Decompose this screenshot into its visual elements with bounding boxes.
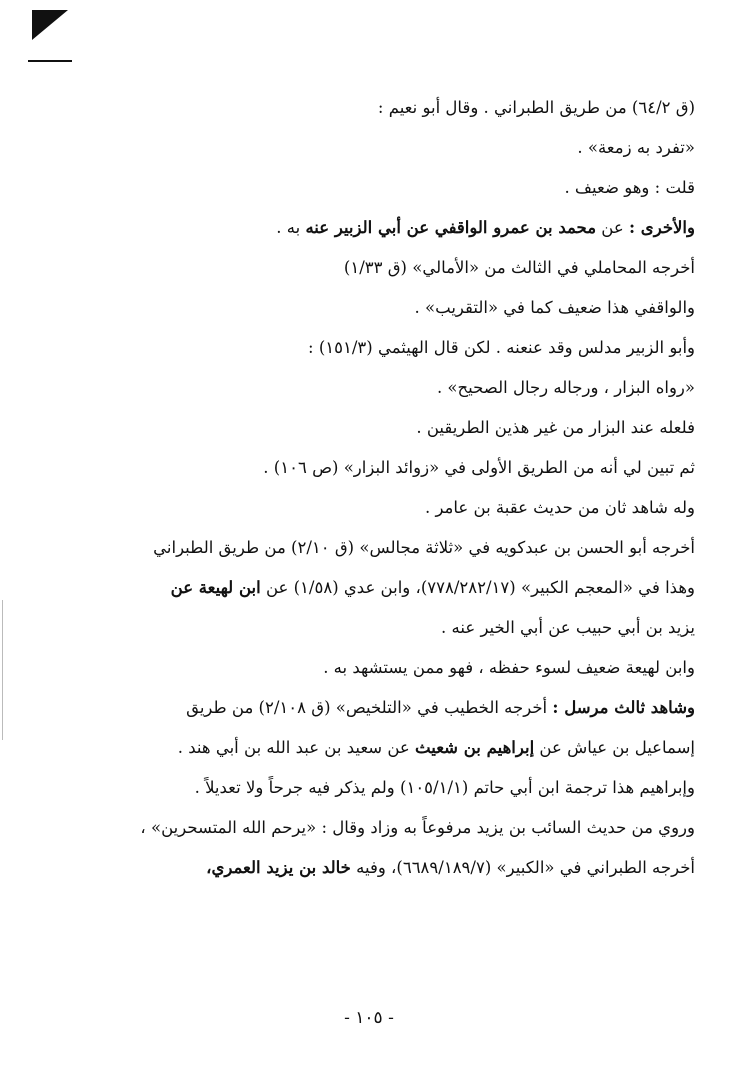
- text-line: قلت : وهو ضعيف .: [564, 178, 695, 197]
- margin-line: [2, 600, 3, 740]
- page-body: [95, 88, 695, 888]
- text-line: [95, 728, 695, 768]
- bold-text: والأخرى :: [628, 218, 695, 237]
- bold-text: وشاهد ثالث مرسل :: [552, 698, 695, 717]
- text-span: عن سعيد بن عبد الله بن أبي هند .: [177, 738, 416, 757]
- bold-text: محمد بن عمرو الواقفي عن أبي الزبير عنه: [305, 218, 597, 237]
- bold-text: ابن لهيعة عن: [170, 578, 261, 597]
- text-span: أخرجه الطبراني في «الكبير» (٦٦٨٩/١٨٩/٧)، وفيه: [350, 858, 695, 877]
- text-span: به .: [276, 218, 306, 237]
- text-line: [95, 848, 695, 888]
- text-line: [95, 208, 695, 248]
- text-span: أخرجه الخطيب في «التلخيص» (ق ٢/١٠٨) من طريق: [186, 698, 553, 717]
- text-line: «تفرد به زمعة» .: [577, 138, 695, 157]
- text-line: وله شاهد ثان من حديث عقبة بن عامر .: [424, 498, 695, 517]
- text-line: وأبو الزبير مدلس وقد عنعنه . لكن قال الهيثمي (١٥١/٣) :: [308, 338, 695, 357]
- top-rule: [28, 60, 72, 62]
- text-line: يزيد بن أبي حبيب عن أبي الخير عنه .: [441, 618, 695, 637]
- text-line: [95, 688, 695, 728]
- text-line: والواقفي هذا ضعيف كما في «التقريب» .: [414, 298, 695, 317]
- text-line: أخرجه أبو الحسن بن عبدكويه في «ثلاثة مجالس» (ق ٢/١٠) من طريق الطبراني: [153, 538, 695, 557]
- text-line: وابن لهيعة ضعيف لسوء حفظه ، فهو ممن يستشهد به .: [323, 658, 695, 677]
- bold-text: خالد بن يزيد العمري،: [206, 858, 351, 877]
- text-line: ثم تبين لي أنه من الطريق الأولى في «زوائد البزار» (ص ١٠٦) .: [263, 458, 695, 477]
- text-line: [95, 568, 695, 608]
- text-line: فلعله عند البزار من غير هذين الطريقين .: [416, 418, 695, 437]
- corner-triangle-icon: [30, 8, 70, 42]
- bold-text: إبراهيم بن شعيث: [415, 738, 535, 757]
- text-line: (ق ٦٤/٢) من طريق الطبراني . وقال أبو نعيم :: [377, 98, 695, 117]
- text-line: وروي من حديث السائب بن يزيد مرفوعاً به وزاد وقال : «يرحم الله المتسحرين» ،: [140, 818, 695, 837]
- text-span: وهذا في «المعجم الكبير» (٧٧٨/٢٨٢/١٧)، وابن عدي (١/٥٨) عن: [260, 578, 695, 597]
- text-line: أخرجه المحاملي في الثالث من «الأمالي» (ق ١/٣٣): [343, 258, 695, 277]
- text-span: إسماعيل بن عياش عن: [534, 738, 695, 757]
- text-line: «رواه البزار ، ورجاله رجال الصحيح» .: [436, 378, 695, 397]
- page-number: - ١٠٥ -: [344, 1008, 394, 1028]
- text-line: وإبراهيم هذا ترجمة ابن أبي حاتم (١٠٥/١/١) ولم يذكر فيه جرحاً ولا تعديلاً .: [194, 778, 695, 797]
- text-span: عن: [596, 218, 629, 237]
